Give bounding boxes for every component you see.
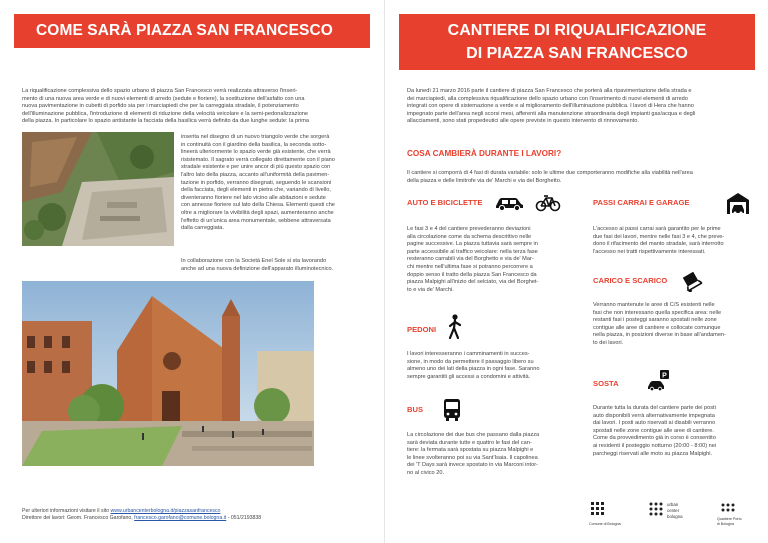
text-line: restanti fasi i posteggi saranno spostati nelle zone [593, 317, 717, 324]
sosta-text [593, 405, 763, 458]
text-line: l'accesso nei tratti rispettivamente interessati. [593, 248, 706, 255]
left-side-text [181, 134, 377, 233]
left-title: COME SARÀ PIAZZA SAN FRANCESCO [36, 22, 333, 39]
text-line: piazza Malpighi all'inizio del selciato, via del Borghet- [407, 279, 539, 286]
text-line: allacciamenti, sono stati propedeutici alle opere previste in questo intervento di rinnovamento. [407, 118, 639, 125]
text-line: L'accesso ai passi carrai sarà garantito per le prime [593, 226, 721, 232]
garage-icon [725, 190, 751, 221]
left-title-banner [14, 14, 370, 48]
auto-title: AUTO E BICICLETTE [407, 198, 483, 207]
text-line: della piazza e delle limitrofe via de' Marchi e via del Borghetto. [407, 177, 562, 184]
text-line: nella piazza, in posizioni diverse in base all'andamen- [593, 332, 726, 339]
text-line: risistemato. Il sagrato verrà collegato direttamente con il piano [181, 156, 335, 163]
text-line: impegnato parte dell'area negli scorsi mesi, afferenti alla manutenzione straordinaria degli impianti gas/acqua e degli [407, 110, 696, 117]
sosta-title: SOSTA [593, 379, 619, 388]
website-link[interactable]: www.urbancenterbologna.it/piazzasanfrancesco [110, 508, 221, 514]
quartiere-logo-mark [715, 500, 755, 516]
text-line: In collaborazione con la Società Enel Sole si sta lavorando [181, 258, 327, 264]
text-line: contigue alle aree di cantiere e collocate comunque [593, 324, 721, 331]
left-intro [22, 88, 374, 126]
right-title-banner [399, 14, 755, 70]
text-line: dalla carreggiata. [181, 225, 224, 232]
passi-title: PASSI CARRAI E GARAGE [593, 198, 690, 207]
text-line: Verranno mantenute le aree di C/S esistenti nelle [593, 302, 715, 308]
text-line: con annesse fioriere sul lato della Chiesa. Elementi questi che [181, 202, 335, 209]
text-line: oltre a migliorare la vivibilità degli spazi, aumenteranno anche [181, 209, 334, 216]
text-line: inserita nel disegno di un nuovo triangolo verde che sorgerà [181, 134, 330, 140]
comune-logo [587, 500, 627, 528]
text-line: della facciata, degli elementi in pietra che, variando di livello, [181, 187, 331, 194]
left-footer [22, 508, 372, 521]
text-line: La circolazione dei due bus che passano dalla piazza [407, 432, 540, 438]
question-title: COSA CAMBIERÀ DURANTE I LAVORI? [407, 149, 562, 158]
text-line: no al civico 20. [407, 469, 445, 476]
aerial-photo [22, 132, 174, 246]
text-line: diventeranno fioriere nel lato vicino alle abitazioni e sedute [181, 194, 326, 201]
quartiere-logo [715, 500, 760, 528]
text-line: integrati con opere di sistemazione a verde e al miglioramento dell'illuminazione pubblica. I lavori di Hera che hanno [407, 103, 694, 110]
text-line: dei marciapiedi, alla complessiva riqualificazione dello spazio urbano con l'inserimento di nuovi elementi di arredo [407, 95, 688, 102]
urban-line-3: bologna [667, 514, 683, 519]
text-line: doppio senso il tratto della piazza San Francesco da [407, 271, 537, 278]
text-line: almeno uno dei lati della piazza in ogni fase. Saranno [407, 366, 540, 373]
carico-title: CARICO E SCARICO [593, 276, 668, 285]
text-line: spostati nelle zone contigue alle aree di cantiere. [593, 427, 714, 434]
text-line: mento di una nuova area verde e di nuovi elementi di arredo (sedute e fioriere), la sostituzione dell'asfalto con una [22, 95, 305, 102]
text-line: fasi che non interessano quella specifica area: nelle [593, 309, 722, 316]
email-link[interactable]: francesco.garofano@comune.bologna.it [134, 514, 227, 521]
loading-icon [679, 268, 703, 297]
text-line: pagine successive. La piazza tuttavia sarà sempre in [407, 241, 538, 248]
bus-icon [443, 398, 461, 427]
text-line: sarà deviata durante tutte e quattro le fasi del can- [407, 439, 532, 446]
passi-text [593, 226, 763, 256]
text-line: le linee svolteranno poi su via Sant'Isaia. Il capolinea [407, 454, 538, 461]
text-line: lineerà ulteriormente lo spazio verde già esistente, che verrà [181, 149, 331, 156]
text-line: tiere: la fermata sarà spostata su piazza Malpighi e [407, 447, 534, 454]
pedoni-text [407, 351, 582, 381]
footer-website-prefix: Per ulteriori informazioni visitare il sito [22, 508, 110, 514]
text-line: Da lunedì 21 marzo 2016 parte il cantiere di piazza San Francesco che porterà alla ripavimentazione della strada e [407, 88, 692, 94]
comune-logo-caption: Comune di Bologna [589, 522, 621, 526]
text-line: auto disponibili verrà alternativamente impegnata [593, 412, 715, 419]
text-line: dai lavori. I posti auto riservati ai disabili verranno [593, 420, 716, 427]
text-line: Durante tutta la durata del cantiere parte dei posti [593, 405, 716, 411]
text-line: resteranno carrabili via del Borghetto e via de' Mar- [407, 256, 534, 263]
urban-center-logo-mark [647, 500, 667, 520]
basilica-render-graphic [22, 281, 314, 466]
text-line: Le fasi 3 e 4 del cantiere prevederanno deviazioni [407, 226, 531, 232]
car-icon [493, 195, 525, 216]
text-line: to dei lavori. [593, 339, 624, 346]
text-line: nuova pavimentazione in cubetti di porfido sia per i marciapiedi che per la carreggiata stradale, il potenziamento [22, 103, 299, 110]
text-line: Come da provvedimento già in corso è consentito [593, 435, 716, 442]
urban-center-logo [647, 500, 697, 528]
comune-logo-mark [587, 500, 627, 522]
basilica-render [22, 281, 314, 466]
text-line: l'effetto di un'unica area monumentale, sebbene attraversata [181, 217, 331, 224]
right-title-line-2: DI PIAZZA SAN FRANCESCO [466, 45, 688, 62]
text-line: della piazza. In particolare lo spazio antistante la facciata della basilica verrà definito da due lunghe sedute: la prima [22, 118, 310, 125]
right-intro [407, 88, 759, 126]
text-line: dei 'T Days sarà invece spostato in via Marconi intor- [407, 462, 538, 469]
text-line: Il cantiere si comporrà di 4 fasi di durata variabile: solo le ultime due comporteranno modifiche alla viabilità nell'area [407, 170, 693, 176]
text-line: ai residenti il posteggio notturno (20:00 - 8:00) nei [593, 442, 717, 449]
footer-phone: - 051/2193838 [227, 514, 262, 521]
text-line: in continuità con il giardino della basilica, la seconda sotto- [181, 141, 327, 148]
bicycle-icon [535, 194, 561, 217]
left-side-text-2 [181, 258, 377, 273]
auto-text [407, 226, 582, 294]
text-line: parte accessibile al traffico veicolare: nella terza fase [407, 248, 538, 255]
footer-line-1 [22, 508, 372, 515]
text-line: l'altro lato della piazza, accanto all'uniformità della pavimen- [181, 171, 330, 178]
text-line: dell'illuminazione pubblica, l'introduzione di elementi di riduzione della velocità veicolare e la semi-pedonalizzazione [22, 110, 309, 117]
question-text [407, 170, 759, 185]
text-line: sempre garantiti gli accessi a condomini e attività. [407, 373, 531, 380]
text-line: La riqualificazione complessiva dello spazio urbano di piazza San Francesco verrà realizzata attraverso l'inseri- [22, 88, 298, 94]
footer-line-2 [22, 515, 372, 522]
text-line: chi mentre nell'ultima fase si potranno percorrere a [407, 263, 533, 270]
pedestrian-icon [447, 314, 463, 345]
text-line: parcheggi riservati alle moto su piazza Malpighi. [593, 450, 713, 457]
footer-director-prefix: Direttore dei lavori: Geom. Francesco Garofano, [22, 514, 133, 521]
pedoni-title: PEDONI [407, 325, 437, 334]
text-line: due fasi dei lavori, mentre nelle fasi 3 e 4, che preve- [593, 233, 725, 240]
text-line: alla circolazione come da schema descrittivo nelle [407, 233, 532, 240]
quartiere-line-2: di Bologna [717, 522, 734, 526]
carico-text [593, 302, 763, 348]
text-line: sione, in modo da permettere il passaggio libero su [407, 358, 534, 365]
text-line: anche ad una nuova definizione dell'apparato illuminotecnico. [181, 265, 334, 272]
text-line: to e via de' Marchi. [407, 286, 454, 293]
urban-line-1: urban [667, 502, 679, 507]
bus-title: BUS [407, 405, 424, 414]
urban-line-2: center [667, 508, 680, 513]
bus-text [407, 432, 582, 478]
text-line: I lavori interesseranno i camminamenti in succes- [407, 351, 530, 357]
quartiere-line-1: Quartiere Porto [717, 517, 742, 521]
parking-sign-letter: P [662, 372, 667, 380]
right-page [384, 0, 768, 543]
text-line: stradale esistente e per unire ancor di più questo spazio con [181, 164, 331, 171]
right-title-line-1: CANTIERE DI RIQUALIFICAZIONE [447, 22, 707, 39]
aerial-photo-graphic [22, 132, 174, 246]
text-line: tazione in porfido, verranno disegnati, seguendo le scansioni [181, 179, 332, 186]
parking-icon [647, 370, 669, 397]
text-line: dono il rifacimento del manto stradale, sarà interrotto [593, 241, 724, 248]
